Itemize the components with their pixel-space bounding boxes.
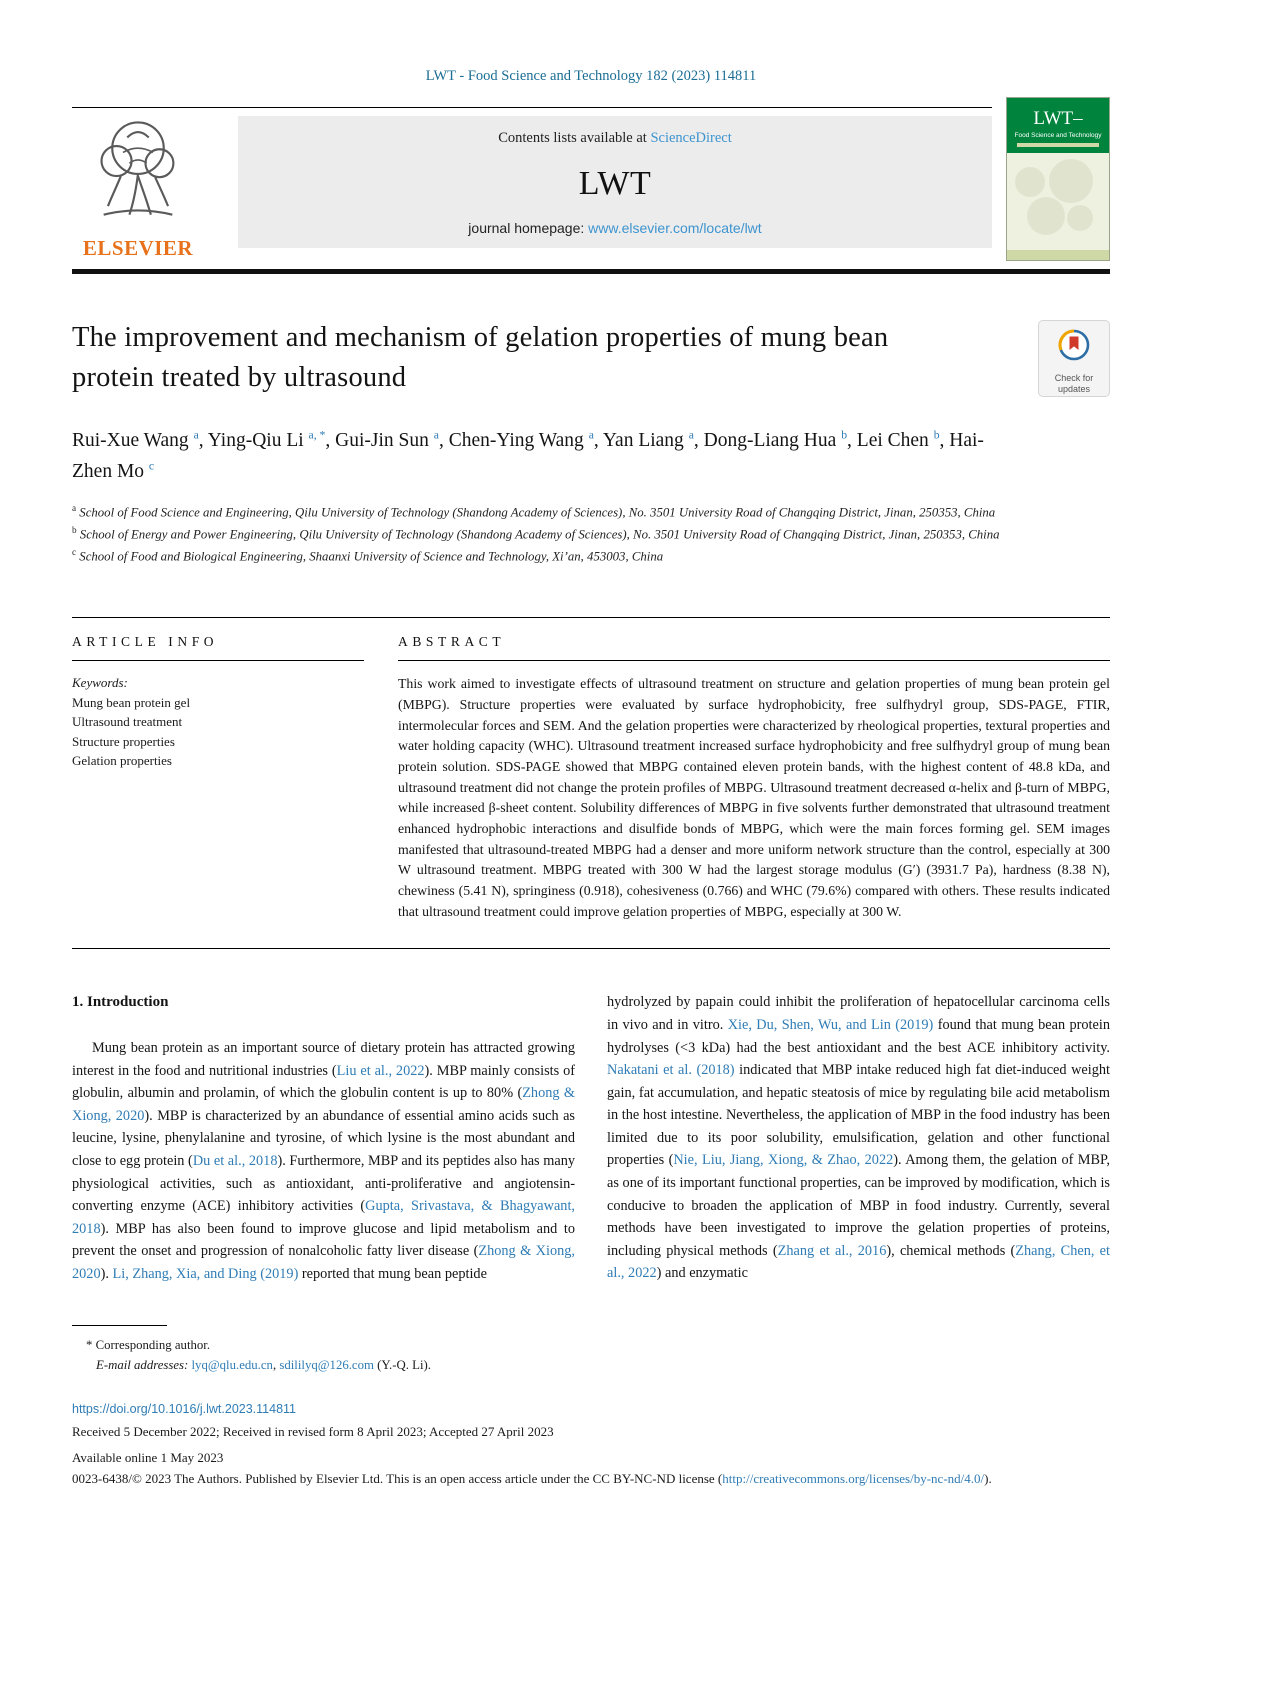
journal-homepage-link[interactable]: www.elsevier.com/locate/lwt xyxy=(588,220,762,236)
affiliation-c: $^c$ School of Food and Biological Engineering, Shaanxi University of Science and Technology, Xi’an, 453003, China xyxy=(72,547,664,564)
check-for-updates-badge[interactable] xyxy=(1038,320,1110,397)
journal-cover-header: LWT– Food Science and Technology xyxy=(1007,98,1109,153)
elsevier-logo xyxy=(72,116,204,261)
cc-license-link[interactable]: http://creativecommons.org/licenses/by-nc-nd/4.0/ xyxy=(722,1471,985,1487)
check-badge-label: Check for updates xyxy=(1054,372,1094,394)
contents-line: Contents lists available at ScienceDirect xyxy=(498,130,732,146)
received-dates-line: Received 5 December 2022; Received in revised form 8 April 2023; Accepted 27 April 2023 xyxy=(72,1424,554,1440)
author-list: Rui-Xue Wang $^a$, Ying-Qiu Li $^{a, *}$, Gui-Jin Sun $^a$, Chen-Ying Wang $^a$, Yan Liang $^a$, Dong-Liang Hua $^b$, Lei Chen $^b$, Hai-Zhen Mo $^c$ xyxy=(72,428,984,482)
footnote-divider xyxy=(72,1325,167,1326)
paper-title: The improvement and mechanism of gelation properties of mung bean protein treated by ultrasound xyxy=(72,321,889,393)
email-link-2[interactable]: sdililyq@126.com xyxy=(279,1358,374,1373)
sciencedirect-link[interactable]: ScienceDirect xyxy=(650,130,732,146)
abstract-text: This work aimed to investigate effects of ultrasound treatment on structure and gelation properties of mung bean protein gel (MBPG). Structure properties were evaluated by surface hydrophobicity, free sulfhydryl group, SDS-PAGE, FTIR, intermolecular forces and SEM. And the gelation properties were characterized by rheological properties, textural properties and water holding capacity (WHC). Ultrasound treatment increased surface hydrophobicity and free sulfhydryl group of mung bean protein solution. SDS-PAGE showed that MBPG contained eleven protein bands, with the highest content of 48.8 kDa, and ultrasound treatment did not change the protein profiles of MBPG. Ultrasound treatment decreased α-helix and β-turn of MBPG, while increased β-sheet content. Solubility differences of MBPG in five solvents further demonstrated that ultrasound treatment enhanced hydrophobic interactions and disulfide bonds of MBPG, which were the main forces forming gel. SEM images manifested that ultrasound-treated MBPG had a denser and more uniform network structure than the control, especially at 300 W ultrasound treatment. MBPG treated with 300 W had the largest storage modulus (G′) (3931.7 Pa), hardness (8.38 N), chewiness (5.41 N), springiness (0.918), cohesiveness (0.766) and WHC (79.6%) compared with others. These results indicated that ultrasound treatment could improve gelation properties of MBPG, especially at 300 W. xyxy=(398,676,1110,919)
journal-citation-header: LWT - Food Science and Technology 182 (2023) 114811 xyxy=(425,68,757,84)
introduction-paragraph-right: hydrolyzed by papain could inhibit the proliferation of hepatocellular carcinoma cells in vivo and in vitro. Xie, Du, Shen, Wu, and Lin (2019) found that mung bean protein hydrolyses (<3 kDa) had the best antioxidant and the best ACE inhibitory activity. Nakatani et al. (2018) indicated that MBP intake reduced high fat diet-induced weight gain, fat accumulation, and hepatic steatosis of mice by regulating bile acid metabolism in the host intestine. Nevertheless, the application of MBP in the food industry has been limited due to its poor solubility, emulsification, gelation and other functional properties (Nie, Liu, Jiang, Xiong, & Zhao, 2022). Among them, the gelation of MBP, as one of its important functional properties, can be improved by modification, which is conducive to broaden the application of MBP in food industry. Currently, several methods have been investigated to improve the gelation properties of proteins, including physical methods (Zhang et al., 2016), chemical methods (Zhang, Chen, et al., 2022) and enzymatic xyxy=(607,994,1110,1282)
elsevier-wordmark: ELSEVIER xyxy=(82,236,194,260)
crossmark-icon xyxy=(1054,326,1094,366)
journal-banner xyxy=(72,107,1110,261)
cover-artwork xyxy=(1007,153,1109,250)
cover-decoration-bar xyxy=(1017,143,1099,147)
available-online-line: Available online 1 May 2023 xyxy=(72,1449,224,1465)
doi-line xyxy=(72,1402,1110,1416)
journal-cover-thumbnail[interactable] xyxy=(1006,97,1110,261)
email-addresses-line: E-mail addresses: lyq@qlu.edu.cn, sdililyq@126.com (Y.-Q. Li). xyxy=(96,1358,431,1373)
introduction-paragraph-left: Mung bean protein as an important source of dietary protein has attracted growing interest in the food and nutritional industries (Liu et al., 2022). MBP mainly consists of globulin, albumin and prolamin, of which the globulin content is up to 80% (Zhong & Xiong, 2020). MBP is characterized by an abundance of essential amino acids such as leucine, lysine, phenylalanine and tyrosine, of which lysine is the most abundant and close to egg protein (Du et al., 2018). Furthermore, MBP and its peptides also has many physiological activities, such as antioxidant, anti-proliferative and angiotensin-converting enzyme (ACE) inhibitory activities (Gupta, Srivastava, & Bhagyawant, 2018). MBP has also been found to improve glucose and lipid metabolism and to prevent the onset and progression of nonalcoholic fatty liver disease (Zhong & Xiong, 2020). Li, Zhang, Xia, and Ding (2019) reported that mung bean peptide xyxy=(72,1040,575,1282)
keyword-item: Ultrasound treatment xyxy=(72,714,183,730)
keywords-block xyxy=(72,673,364,771)
cover-footer-band xyxy=(1007,250,1109,260)
copyright-line: 0023-6438/© 2023 The Authors. Published by Elsevier Ltd. This is an open access article under the CC BY-NC-ND license (http://creativecommons.org/licenses/by-nc-nd/4.0/). xyxy=(72,1471,992,1487)
header-divider xyxy=(72,269,1110,274)
abstract-heading: ABSTRACT xyxy=(398,618,1110,661)
article-info-heading: ARTICLE INFO xyxy=(72,618,364,661)
affiliation-a: $^a$ School of Food Science and Engineering, Qilu University of Technology (Shandong Academy of Sciences), No. 3501 University Road of Changqing District, Jinan, 250353, China xyxy=(72,502,996,520)
elsevier-tree-icon xyxy=(84,116,192,234)
affiliation-b: $^b$ School of Energy and Power Engineering, Qilu University of Technology (Shandong Academy of Sciences), No. 3501 University Road of Changqing District, Jinan, 250353, China xyxy=(72,524,1000,542)
doi-link[interactable]: https://doi.org/10.1016/j.lwt.2023.114811 xyxy=(72,1402,297,1417)
footnote-block xyxy=(72,1325,1110,1376)
keywords-label: Keywords: xyxy=(72,675,128,691)
keyword-item: Gelation properties xyxy=(72,753,172,769)
article-info-abstract-section xyxy=(72,617,1110,949)
keyword-item: Structure properties xyxy=(72,733,175,749)
email-link-1[interactable]: lyq@qlu.edu.cn xyxy=(191,1358,273,1373)
keyword-item: Mung bean protein gel xyxy=(72,694,191,710)
journal-name: LWT xyxy=(578,164,652,202)
body-column-right xyxy=(607,991,1110,1285)
journal-banner-box xyxy=(238,116,992,248)
body-column-left xyxy=(72,991,575,1285)
affiliations xyxy=(72,501,1110,567)
corresponding-author-note: * Corresponding author. xyxy=(86,1338,211,1353)
introduction-heading: 1. Introduction xyxy=(72,994,169,1011)
homepage-line: journal homepage: www.elsevier.com/locate/lwt xyxy=(468,220,762,236)
